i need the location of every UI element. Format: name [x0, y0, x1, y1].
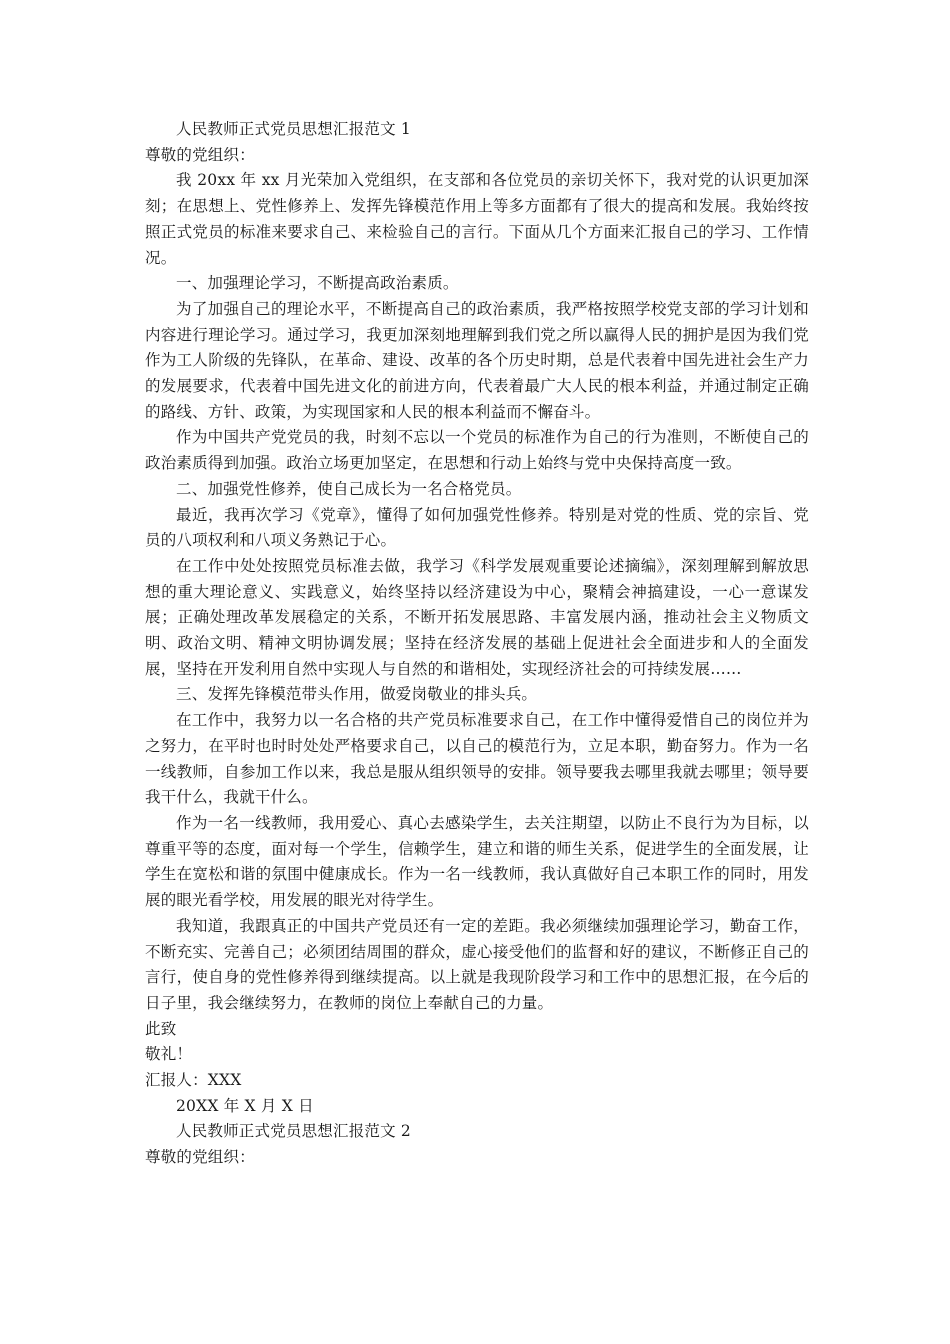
reporter-line: 汇报人：XXX: [145, 1071, 242, 1090]
document-title-1: 人民教师正式党员思想汇报范文 1: [176, 120, 411, 138]
closing-line-1: 此致: [145, 1019, 177, 1038]
date-line: 20XX 年 X 月 X 日: [176, 1096, 314, 1115]
body-paragraph: 在工作中处处按照党员标准去做，我学习《科学发展观重要论述摘编》，深刻理解到解放思想的重大理论意义、实践意义，始终坚持以经济建设为中心，聚精会神搞建设，一心一意谋发展；正确处理改革发展稳定的关系，不断开拓发展思路、丰富发展内涵，推动社会主义物质文明、政治文明、精神文明协调发展；坚持在经济发展的基础上促进社会全面进步和人的全面发展，坚持在开发利用自然中实现人与自然的和谐相处，实现经济社会的可持续发展……: [145, 556, 809, 678]
closing-line-2: 敬礼！: [145, 1045, 193, 1064]
body-paragraph: 我知道，我跟真正的中国共产党员还有一定的差距。我必须继续加强理论学习，勤奋工作，不断充实、完善自己；必须团结周围的群众，虚心接受他们的监督和好的建议，不断修正自己的言行，使自身的党性修养得到继续提高。以上就是我现阶段学习和工作中的思想汇报，在今后的日子里，我会继续努力，在教师的岗位上奉献自己的力量。: [145, 916, 809, 1012]
section-heading-2: 二、加强党性修养，使自己成长为一名合格党员。: [176, 479, 522, 498]
salutation-2: 尊敬的党组织：: [145, 1148, 255, 1167]
document-page: [145, 117, 809, 1171]
body-paragraph: 作为中国共产党党员的我，时刻不忘以一个党员的标准作为自己的行为准则，不断使自己的政治素质得到加强。政治立场更加坚定，在思想和行动上始终与党中央保持高度一致。: [145, 428, 809, 473]
body-paragraph: 为了加强自己的理论水平，不断提高自己的政治素质，我严格按照学校党支部的学习计划和内容进行理论学习。通过学习，我更加深刻地理解到我们党之所以赢得人民的拥护是因为我们党作为工人阶级的先锋队，在革命、建设、改革的各个历史时期，总是代表着中国先进社会生产力的发展要求，代表着中国先进文化的前进方向，代表着最广大人民的根本利益，并通过制定正确的路线、方针、政策，为实现国家和人民的根本利益而不懈奋斗。: [145, 299, 809, 421]
section-heading-1: 一、加强理论学习，不断提高政治素质。: [176, 274, 459, 293]
section-heading-3: 三、发挥先锋模范带头作用，做爱岗敬业的排头兵。: [176, 685, 538, 704]
body-paragraph: 在工作中，我努力以一名合格的共产党员标准要求自己，在工作中懂得爱惜自己的岗位并为之努力，在平时也时时处处严格要求自己，以自己的模范行为，立足本职，勤奋努力。作为一名一线教师，自参加工作以来，我总是服从组织领导的安排。领导要我去哪里我就去哪里；领导要我干什么，我就干什么。: [145, 711, 809, 807]
body-paragraph: 我 20xx 年 xx 月光荣加入党组织，在支部和各位党员的亲切关怀下，我对党的认识更加深刻；在思想上、党性修养上、发挥先锋模范作用上等多方面都有了很大的提高和发展。我始终按照正式党员的标准来要求自己、来检验自己的言行。下面从几个方面来汇报自己的学习、工作情况。: [145, 171, 809, 267]
document-title-2: 人民教师正式党员思想汇报范文 2: [176, 1122, 411, 1141]
body-paragraph: 作为一名一线教师，我用爱心、真心去感染学生，去关注期望，以防止不良行为为目标，以尊重平等的态度，面对每一个学生，信赖学生，建立和谐的师生关系，促进学生的全面发展，让学生在宽松和谐的氛围中健康成长。作为一名一线教师，我认真做好自己本职工作的同时，用发展的眼光看学校，用发展的眼光对待学生。: [145, 813, 809, 910]
salutation-1: 尊敬的党组织：: [145, 145, 255, 164]
body-paragraph: 最近，我再次学习《党章》，懂得了如何加强党性修养。特别是对党的性质、党的宗旨、党员的八项权利和八项义务熟记于心。: [145, 505, 809, 550]
